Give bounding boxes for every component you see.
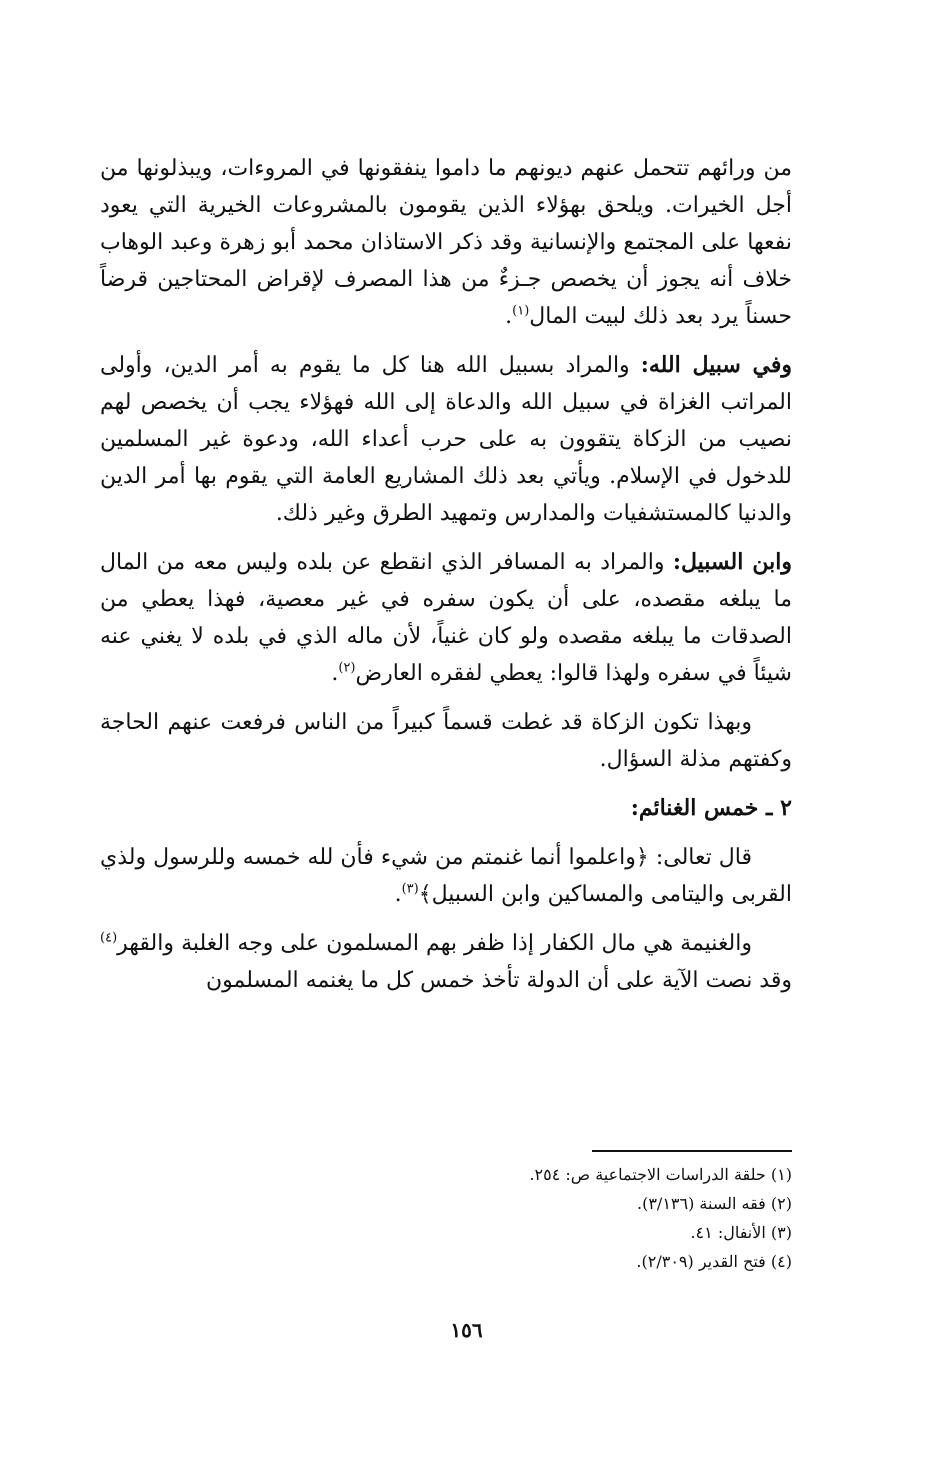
section-heading: ٢ ـ خمس الغنائم: [630, 795, 792, 821]
paragraph-text: والمراد بسبيل الله هنا كل ما يقوم به أمر الدين، وأولى المراتب الغزاة في سبيل الله والدعاة إلى الله فهؤلاء يجب أن يخصص لهم نصيب من الزكاة يتقوون به على حرب أعداء الله، ودعوة غير المسلمين للدخول في الإسلام. ويأتي بعد ذلك المشاريع العامة التي يقوم بها أمر الدين والدنيا كالمستشفيات والمدارس وتمهيد الطرق وغير ذلك. [100, 353, 792, 526]
paragraph-text: وبهذا تكون الزكاة قد غطت قسماً كبيراً من الناس فرفعت عنهم الحاجة وكفتهم مذلة السؤال. [100, 710, 792, 772]
paragraph-1: من ورائهم تتحمل عنهم ديونهم ما داموا ينفقونها في المروءات، ويبذلونها من أجل الخيرات. ويلحق بهؤلاء الذين يقومون بالمشروعات الخيرية التي يعود نفعها على المجتمع والإنسانية وقد ذكر الاستاذان محمد أبو زهرة وعبد الوهاب خلاف أنه يجوز أن يخصص جـزءٌ من هذا المصرف لإقراض المحتاجين قرضاً حسناً يرد بعد ذلك لبيت المال$^{(١)}$. [100, 156, 792, 329]
footnote-4: (٤) فتح القدير (٢/٣٠٩). [636, 1252, 792, 1271]
footnote-separator [592, 1150, 792, 1152]
paragraph-4 [100, 704, 792, 778]
main-text [100, 150, 792, 1011]
paragraph-lead: وابن السبيل: [672, 549, 792, 575]
footnote-3: (٣) الأنفال: ٤١. [690, 1223, 792, 1242]
paragraph-text: والمراد به المسافر الذي انقطع عن بلده وليس معه من المال ما يبلغه مقصده، على أن يكون سفره في غير معصية، فهذا يعطي من الصدقات ما يبلغه مقصده ولو كان غنياً، لأن ماله الذي في بلده لا يغني عنه شيئاً في سفره ولهذا قالوا: يعطي لفقره العارض [100, 550, 792, 686]
footnote-1: (١) حلقة الدراسات الاجتماعية ص: ٢٥٤. [529, 1165, 792, 1184]
paragraph-text: والغنيمة هي مال الكفار إذا ظفر بهم المسلمون على وجه الغلبة والقهر [117, 931, 752, 956]
paragraph-text: من ورائهم تتحمل عنهم ديونهم ما داموا ينفقونها في المروءات، ويبذلونها من أجل الخيرات. ويلحق بهؤلاء الذين يقومون بالمشروعات الخيرية التي يعود نفعها على المجتمع والإنسانية وقد ذكر الاستاذان محمد أبو زهرة وعبد الوهاب خلاف أنه يجوز أن يخصص جـزءٌ من هذا المصرف لإقراض المحتاجين قرضاً حسناً يرد بعد ذلك لبيت المال [100, 156, 792, 329]
last-paragraph [100, 925, 792, 999]
paragraph-3: وابن السبيل: والمراد به المسافر الذي انقطع عن بلده وليس معه من المال ما يبلغه مقصده، على أن يكون سفره في غير معصية، فهذا يعطي من الصدقات ما يبلغه مقصده ولو كان غنياً، لأن ماله الذي في بلده لا يغني عنه شيئاً في سفره ولهذا قالوا: يعطي لفقره العارض$^{(٢)}$. [100, 549, 792, 686]
footnote-ref: (٣) [401, 881, 419, 897]
footnote-ref: (١) [512, 303, 530, 319]
paragraph-text: قال تعالى: ﴿واعلموا أنما غنمتم من شيء فأن لله خمسه وللرسول ولذي القربى واليتامى والمساكين وابن السبيل﴾ [100, 845, 792, 907]
paragraph-lead: وفي سبيل الله: [640, 352, 792, 378]
paragraph-text: وقد نصت الآية على أن الدولة تأخذ خمس كل ما يغنمه المسلمون [205, 968, 792, 993]
quote-paragraph: قال تعالى: ﴿واعلموا أنما غنمتم من شيء فأن لله خمسه وللرسول ولذي القربى واليتامى والمساكين وابن السبيل﴾$^{(٣)}$. [100, 845, 792, 907]
footnotes [100, 1160, 792, 1276]
page-number: ١٥٦ [450, 1318, 483, 1342]
paragraph-2 [100, 347, 792, 532]
footnote-ref: (٢) [338, 660, 356, 676]
footnote-2: (٢) فقه السنة (٣/١٣٦). [637, 1194, 792, 1213]
footnote-ref: (٤) [100, 930, 118, 946]
